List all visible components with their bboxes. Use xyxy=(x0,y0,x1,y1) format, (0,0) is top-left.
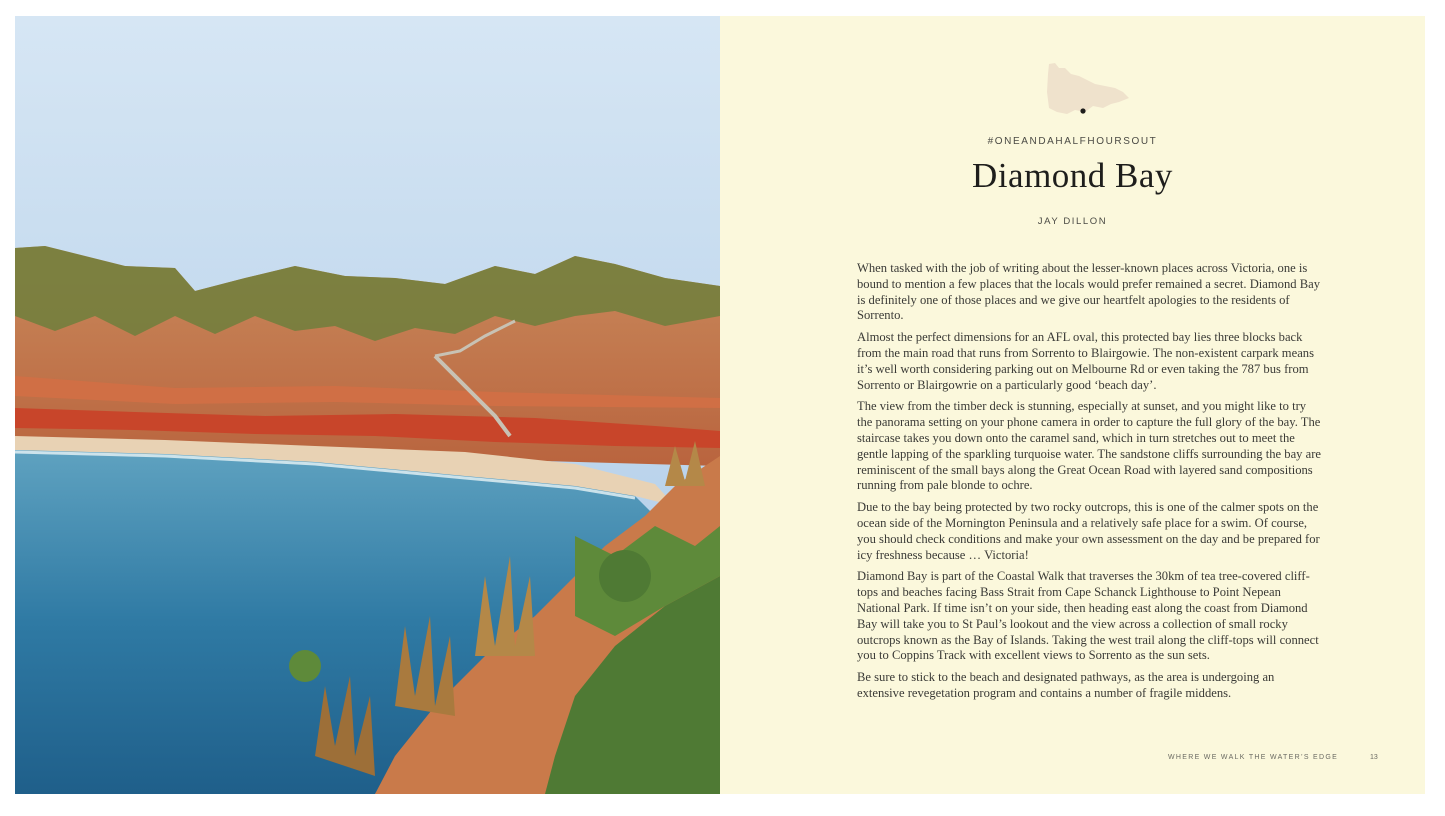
paragraph: Due to the bay being protected by two rocky outcrops, this is one of the calmer spots on the ocean side of the Mornington Peninsula and a relatively safe place for a swim. Of course, you should check conditions and make your own assessment on the day and be prepared for icy freshness because … Victoria! xyxy=(857,500,1320,562)
paragraph: Almost the perfect dimensions for an AFL oval, this protected bay lies three blocks back from the main road that runs from Sorrento to Blairgowie. The non-existent carpark means it’s well worth considering parking out on Melbourne Rd or even taking the 787 bus from Sorrento or Blairgowrie on a particularly good ‘beach day’. xyxy=(857,330,1314,392)
photo-illustration xyxy=(15,16,720,794)
paragraph: When tasked with the job of writing about the lesser-known places across Victoria, one is bound to mention a few places that the locals would prefer remained a secret. Diamond Bay is definitely one of those places and we give our heartfelt apologies to the residents of Sorrento. xyxy=(857,261,1321,323)
paragraph: Diamond Bay is part of the Coastal Walk that traverses the 30km of tea tree-covered cliff-tops and beaches facing Bass Strait from Cape Schanck Lighthouse to Point Nepean National Park. If time isn’t on your side, then heading east along the coast from Diamond Bay will take you to St Paul’s lookout and the view across a collection of small rocky outcrops known as the Bay of Islands. Taking the west trail along the cliff-tops will connect you to Coppins Track with excellent views to Sorrento as the sun sets. xyxy=(857,569,1319,663)
author-name: JAY DILLON xyxy=(1037,216,1108,227)
paragraph: The view from the timber deck is stunning, especially at sunset, and you might like to try the panorama setting on your phone camera in order to capture the full glory of the bay. The staircase takes you down onto the caramel sand, which in turn stretches out to meet the gentle lapping of the sparkling turquoise water. The sandstone cliffs surrounding the bay are reminiscent of the small bays along the Great Ocean Road with layered sand compositions running from pale blonde to ochre. xyxy=(857,399,1321,493)
running-footer: WHERE WE WALK THE WATER’S EDGE xyxy=(1168,754,1339,761)
page-number: 13 xyxy=(1370,754,1378,761)
victoria-map-icon xyxy=(1045,62,1131,124)
article-body xyxy=(857,261,1322,708)
page-title: Diamond Bay xyxy=(972,156,1173,195)
paragraph: Be sure to stick to the beach and designated pathways, as the area is undergoing an extensive revegetation program and contains a number of fragile middens. xyxy=(857,670,1275,700)
text-page xyxy=(720,16,1425,794)
coastal-bay-photo xyxy=(15,16,720,794)
victoria-map-shape xyxy=(1045,62,1131,124)
book-spread xyxy=(15,16,1425,794)
hashtag: #ONEANDAHALFHOURSOUT xyxy=(987,136,1158,147)
